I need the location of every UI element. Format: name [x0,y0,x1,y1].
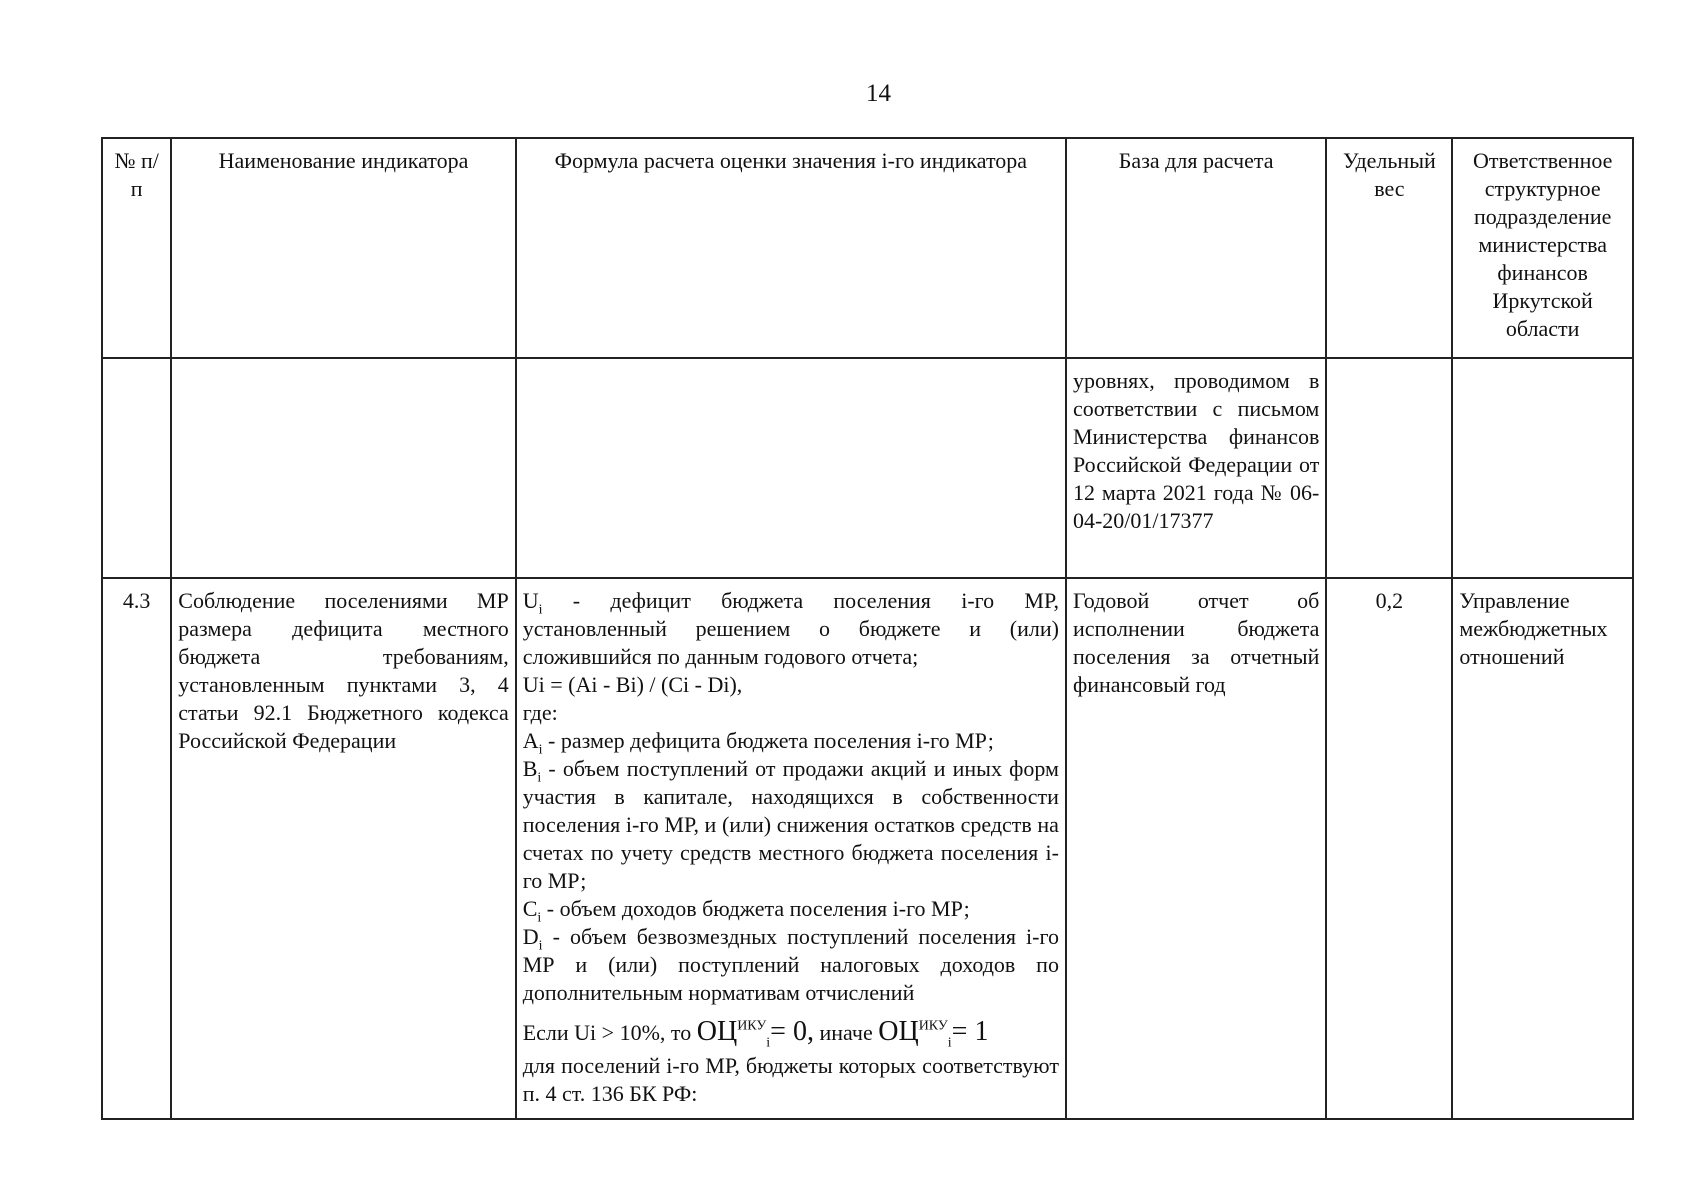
header-formula-text: Формула расчета оценки значения i-го индикатора [554,148,1028,173]
cell-weight: 0,2 [1326,578,1452,1119]
u-formula: Ui = (Ai - Bi) / (Ci - Di), [522,672,743,697]
cell-name [171,358,515,578]
table-header-row [102,138,1633,358]
table-row-4-3 [102,578,1633,1119]
page-number: 14 [866,80,891,107]
cell-responsible: Управление межбюджетных отношений [1452,578,1633,1119]
cell-base: уровнях, проводимом в соответствии с письмом Министерства финансов Российской Федерации от 12 марта 2021 года № 06-04-20/01/17377 [1066,358,1326,578]
header-base: База для расчета [1066,138,1326,358]
cell-base: Годовой отчет об исполнении бюджета поселения за отчетный финансовый год [1066,578,1326,1119]
b-definition: $B_i$ - объем поступлений от продажи акций и иных форм участия в капитале, находящихся в собственности поселения i-го МР, и (или) снижения остатков средств на счетах по учету средств местного бюджета поселения i-го МР; [522,756,1059,893]
cell-formula [516,578,1066,1119]
condition-line: Если Ui > 10%, то $ОЦ^{ИКУ}_i= 0$, иначе $ОЦ^{ИКУ}_i= 1$ [522,1016,989,1051]
cell-weight [1326,358,1452,578]
header-responsible: Ответственное структурное подразделение министерства финансов Иркутской области [1452,138,1633,358]
cell-num [102,358,171,578]
a-definition: $A_i$ - размер дефицита бюджета поселения i-го МР; [522,728,994,758]
header-formula [516,138,1066,358]
header-num: № п/п [102,138,171,358]
header-name: Наименование индикатора [171,138,515,358]
cell-name: Соблюдение поселениями МР размера дефицита местного бюджета требованиям, установленным пунктами 3, 4 статьи 92.1 Бюджетного кодекса Российской Федерации [171,578,515,1119]
oc-symbol: $ОЦ^{ИКУ}_i$ [696,1016,771,1051]
u-definition: $U_i$ - дефицит бюджета поселения i-го МР, установленный решением о бюджете и (или) сложившийся по данным годового отчета; [522,588,1059,669]
d-definition: $D_i$ - объем безвозмездных поступлений поселения i-го МР и (или) поступлений налоговых доходов по дополнительным нормативам отчислений [522,924,1059,1005]
table-row-continuation [102,358,1633,578]
where-label: где: [522,700,558,725]
oc-symbol: $ОЦ^{ИКУ}_i$ [878,1016,952,1051]
cell-num: 4.3 [102,578,171,1119]
cell-responsible [1452,358,1633,578]
cell-formula [516,358,1066,578]
c-definition: $C_i$ - объем доходов бюджета поселения i-го МР; [522,896,970,926]
indicators-table [101,137,1634,1120]
header-weight: Удельный вес [1326,138,1452,358]
formula-tail: для поселений i-го МР, бюджеты которых соответствуют п. 4 ст. 136 БК РФ: [522,1053,1059,1106]
